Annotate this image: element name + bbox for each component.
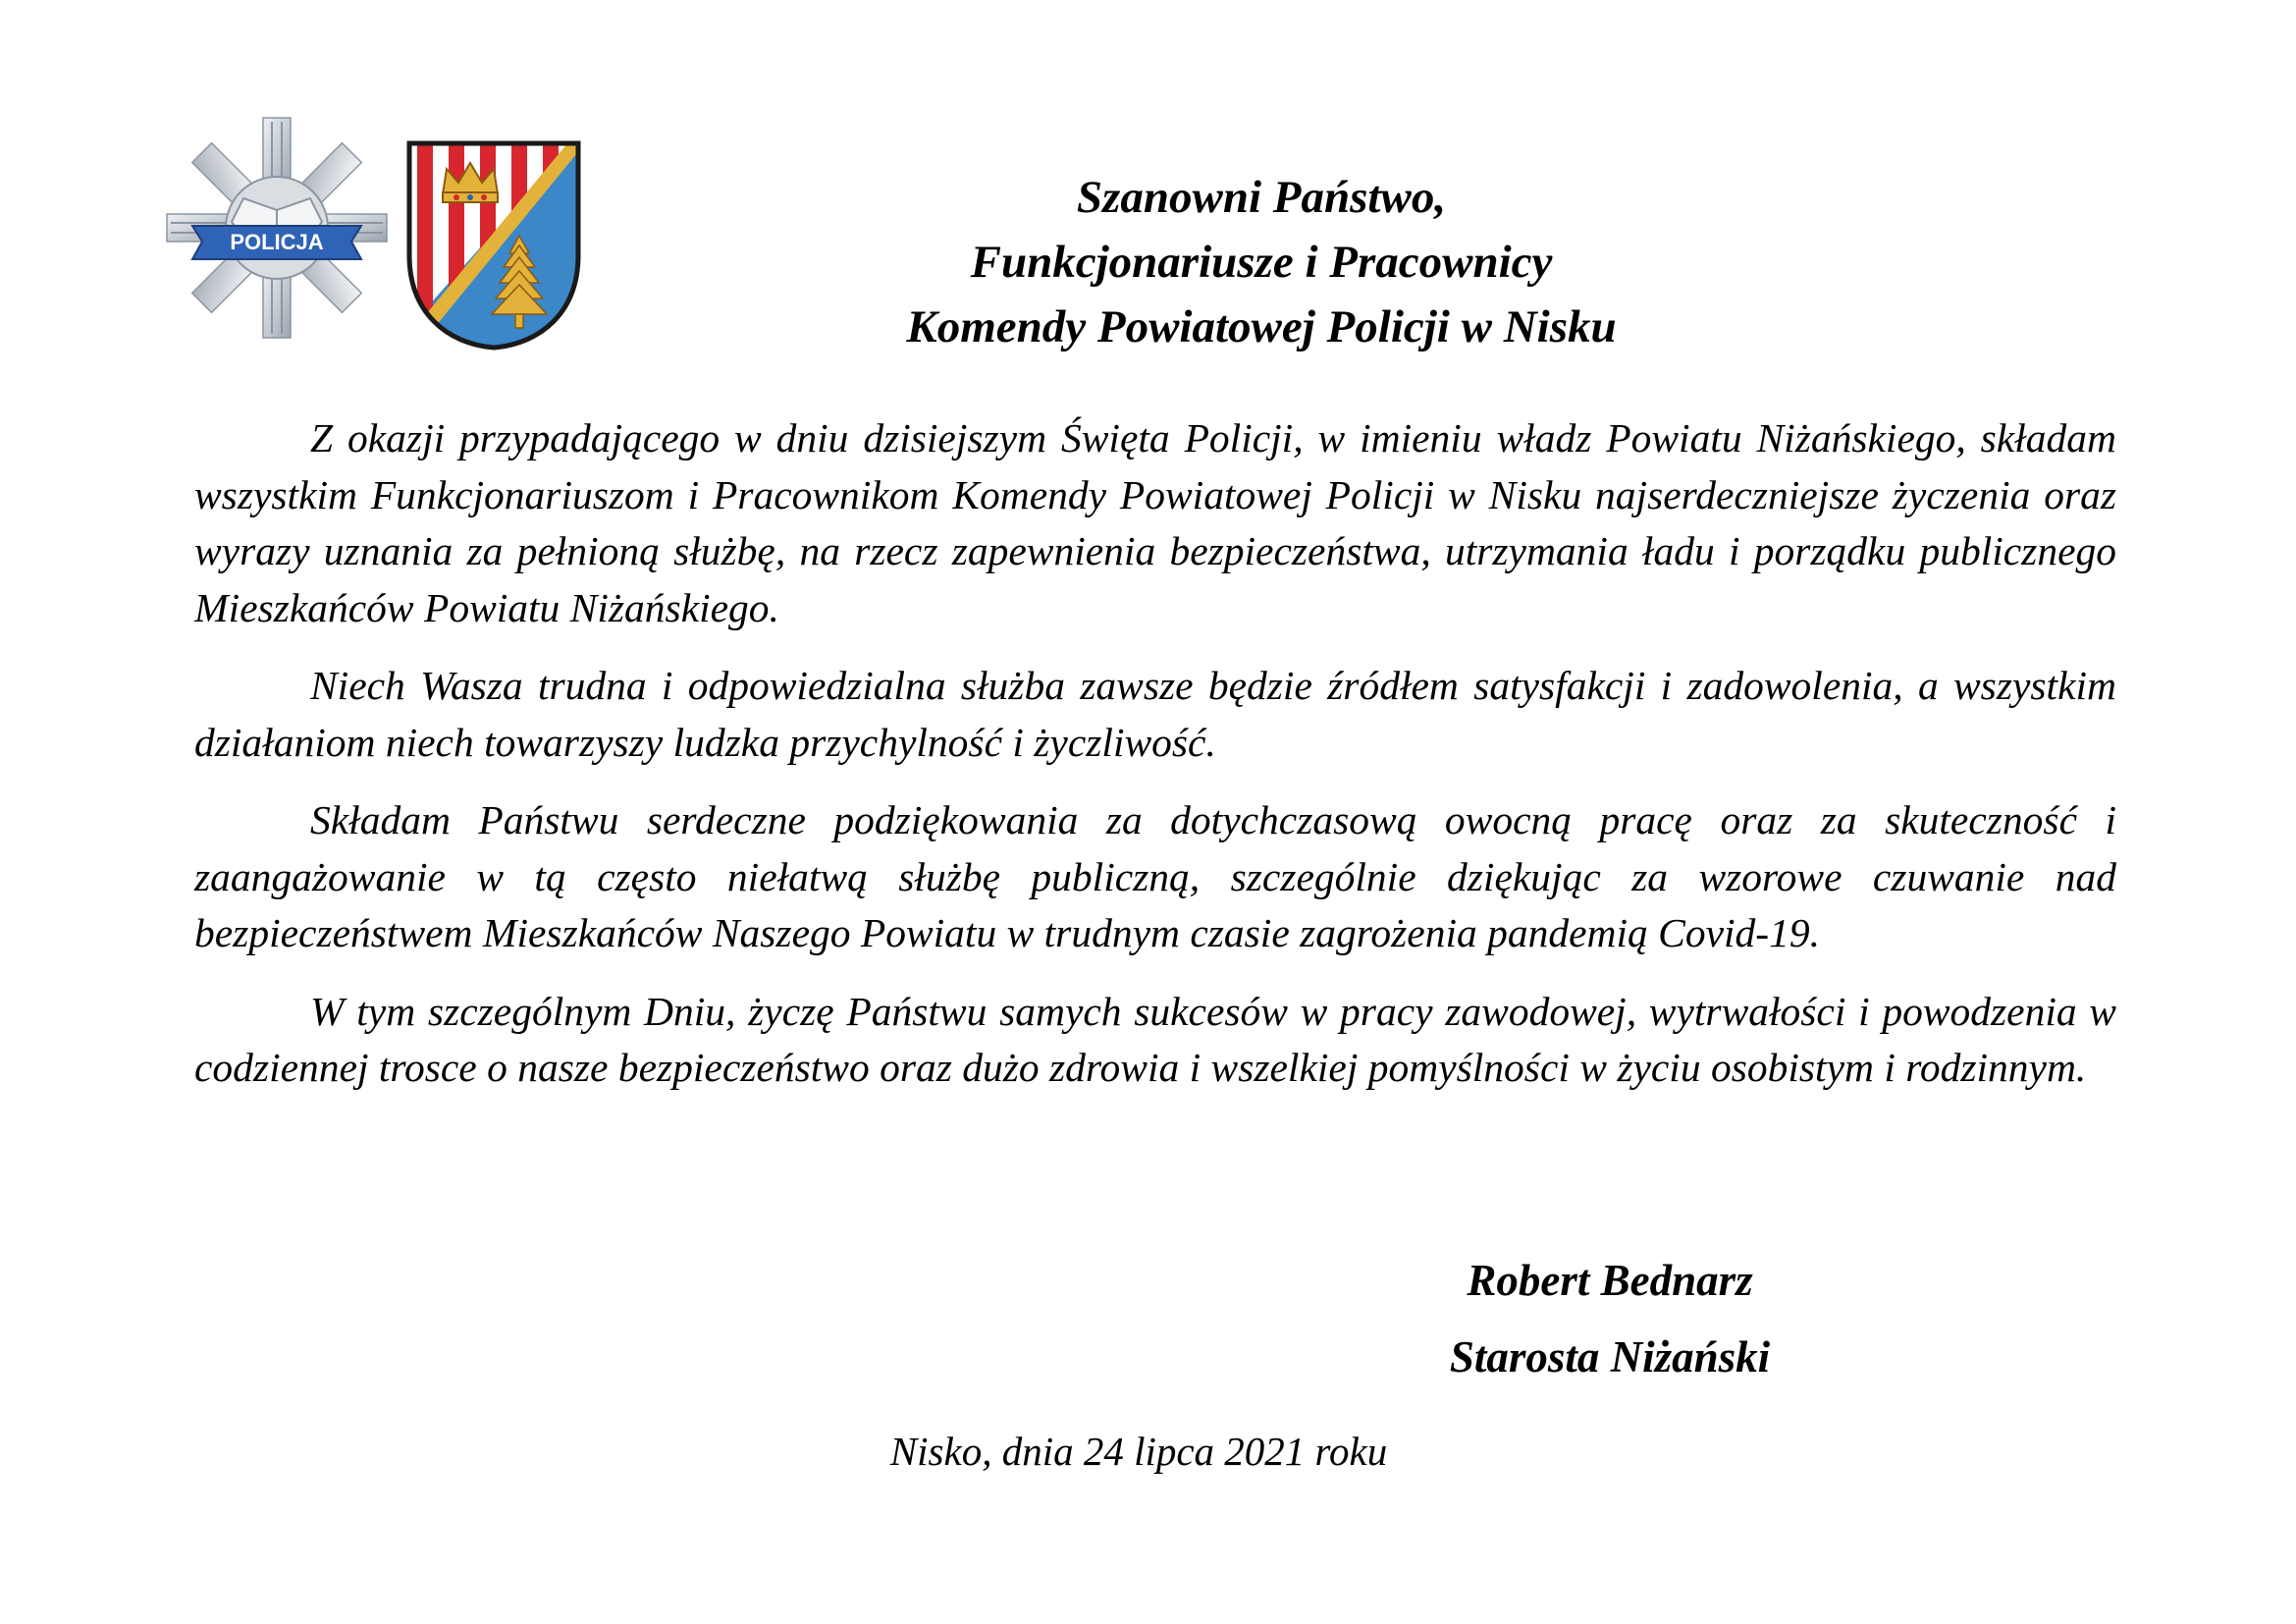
heading-line-1: Szanowni Państwo, [1076, 172, 1447, 223]
heading-line-3: Komendy Powiatowej Policji w Nisku [906, 301, 1617, 352]
letter-body [194, 410, 2116, 1118]
logo-area [165, 116, 597, 342]
paragraph-1: Z okazji przypadającego w dniu dzisiejszym Święta Policji, w imieniu władz Powiatu Niżańskiego, składam wszystkim Funkcjonariuszom i Pracownikom Komendy Powiatowej Policji w Nisku najserdeczniejsze życzenia oraz wyrazy uznania za pełnioną służbę, na rzecz zapewnienia bezpieczeństwa, utrzymania ładu i porządku publicznego Mieszkańców Powiatu Niżańskiego. [194, 415, 2116, 630]
police-star-badge-icon [165, 116, 389, 340]
signature-block [1374, 1242, 1845, 1395]
police-badge-label: POLICJA [230, 230, 324, 254]
paragraph-4: W tym szczególnym Dniu, życzę Państwu samych sukcesów w pracy zawodowej, wytrwałości i powodzenia w codziennej trosce o nasze bezpieczeństwo oraz dużo zdrowia i wszelkiej pomyślności w życiu osobistym i rodzinnym. [194, 988, 2116, 1090]
letter-heading [550, 165, 1973, 359]
date-line: Nisko, dnia 24 lipca 2021 roku [889, 1429, 1388, 1474]
heading-line-2: Funkcjonariusze i Pracownicy [970, 237, 1553, 288]
signatory-title: Starosta Niżański [1449, 1332, 1771, 1381]
signatory-name: Robert Bednarz [1467, 1256, 1753, 1305]
paragraph-2: Niech Wasza trudna i odpowiedzialna służba zawsze będzie źródłem satysfakcji i zadowolenia, a wszystkim działaniom niech towarzyszy ludzka przychylność i życzliwość. [194, 663, 2116, 765]
paragraph-3: Składam Państwu serdeczne podziękowania za dotychczasową owocną pracę oraz za skuteczność i zaangażowanie w tą często niełatwą służbę publiczną, szczególnie dziękując za wzorowe czuwanie nad bezpieczeństwem Mieszkańców Naszego Powiatu w trudnym czasie zagrożenia pandemią Covid-19. [194, 797, 2116, 955]
